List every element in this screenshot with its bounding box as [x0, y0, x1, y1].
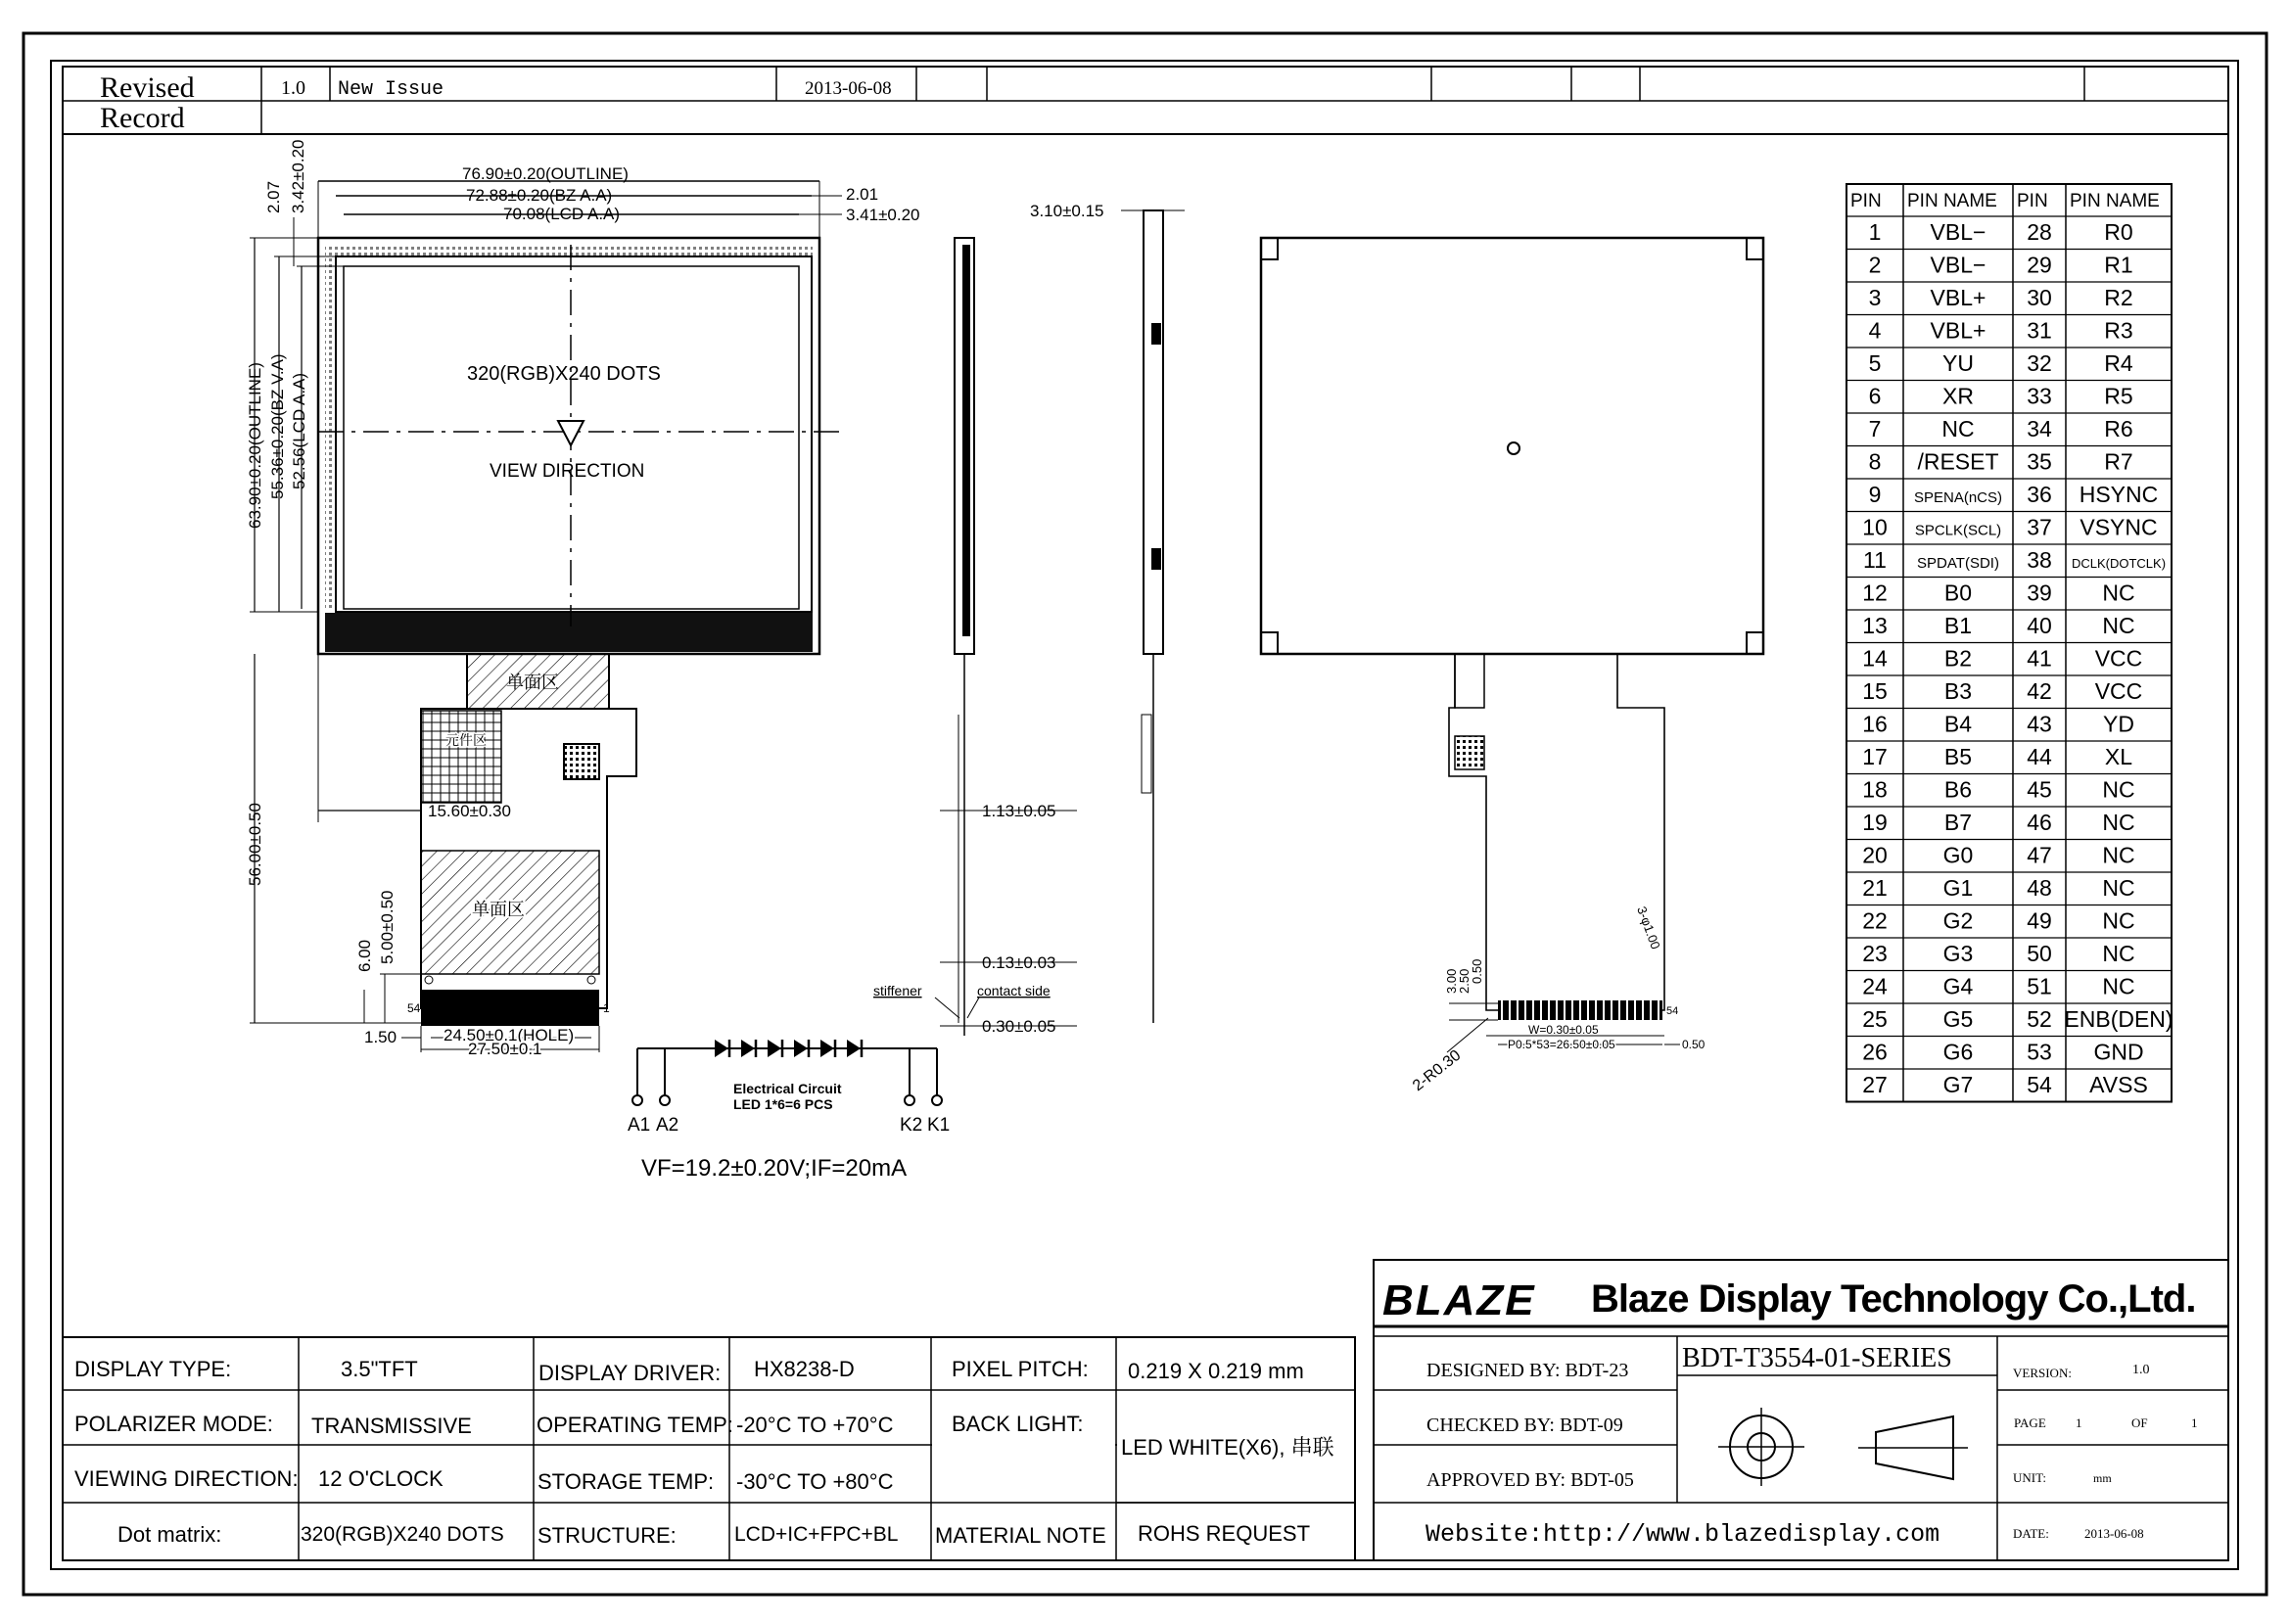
- pin-name-cell: SPDAT(SDI): [1917, 555, 1999, 573]
- pin-number-cell: 15: [1862, 678, 1888, 705]
- pin-name-cell: VCC: [2094, 678, 2143, 705]
- revision-description: New Issue: [338, 78, 444, 101]
- back-dim-holes: 3-φ1.00: [1634, 904, 1663, 951]
- pin-name-cell: G4: [1942, 973, 1974, 999]
- pin-name-cell: B3: [1943, 678, 1973, 705]
- pin-name-cell: VBL−: [1930, 252, 1986, 278]
- spec-op-temp: -20°C TO +70°C: [736, 1413, 894, 1437]
- pin-end-1: 1: [603, 1001, 610, 1015]
- led-circuit: [628, 1040, 950, 1182]
- revision-date: 2013-06-08: [805, 78, 892, 99]
- dim-1-50: 1.50: [364, 1028, 397, 1046]
- pin-number-cell: 20: [1862, 842, 1888, 868]
- pin-label-a1: A1: [628, 1115, 651, 1136]
- spec-table: [63, 1337, 1355, 1560]
- spec-storage-label: STORAGE TEMP:: [537, 1469, 715, 1494]
- pin-name-cell: B7: [1943, 810, 1973, 836]
- pin-name-cell: R3: [2104, 317, 2133, 344]
- pin-number-cell: 2: [1868, 252, 1882, 278]
- pin-table-header: PIN: [2017, 191, 2048, 211]
- dim-hole: 24.50±0.1(HOLE): [444, 1026, 575, 1044]
- dim-27-50: 27.50±0.1: [468, 1040, 542, 1058]
- revision-version: 1.0: [281, 77, 305, 99]
- pin-name-cell: G1: [1942, 875, 1974, 902]
- pin-name-cell: B2: [1943, 645, 1973, 672]
- dim-15-60: 15.60±0.30: [428, 802, 511, 820]
- pin-number-cell: 13: [1862, 613, 1888, 639]
- pin-number-cell: 5: [1868, 350, 1882, 377]
- pin-number-cell: 36: [2027, 482, 2052, 508]
- spec-display-type: 3.5"TFT: [341, 1357, 418, 1381]
- pin-name-cell: NC: [2102, 941, 2135, 967]
- pin-number-cell: 52: [2027, 1006, 2052, 1033]
- pin-number-cell: 44: [2027, 744, 2052, 770]
- pin-end-54: 54: [407, 1001, 421, 1015]
- spec-display-type-label: DISPLAY TYPE:: [74, 1357, 232, 1381]
- pin-number-cell: 29: [2027, 252, 2052, 278]
- pin-name-cell: SPENA(nCS): [1913, 489, 2003, 507]
- dim-3-42: 3.42±0.20: [289, 139, 307, 213]
- pin-name-cell: NC: [2102, 907, 2135, 934]
- pin-name-cell: ENB(DEN): [2064, 1006, 2173, 1033]
- website: Website:http://www.blazedisplay.com: [1425, 1520, 1940, 1549]
- pin-name-cell: R4: [2104, 350, 2133, 377]
- pin-name-cell: R5: [2104, 383, 2133, 409]
- page-label: PAGE: [2014, 1415, 2046, 1430]
- pin-name-cell: R7: [2104, 448, 2133, 475]
- spec-polarizer-label: POLARIZER MODE:: [74, 1412, 273, 1436]
- pin-number-cell: 3: [1868, 285, 1882, 311]
- pin-name-cell: NC: [2102, 810, 2135, 836]
- dim-5-00: 5.00±0.50: [378, 890, 397, 964]
- pin-number-cell: 35: [2027, 448, 2052, 475]
- unit-label: UNIT:: [2013, 1470, 2047, 1485]
- company-logo: BLAZE: [1382, 1276, 1536, 1324]
- pin-name-cell: B1: [1943, 613, 1973, 639]
- spec-pitch: 0.219 X 0.219 mm: [1128, 1359, 1304, 1383]
- pin-number-cell: 11: [1863, 547, 1887, 574]
- pin-number-cell: 23: [1862, 941, 1888, 967]
- spec-viewing-label: VIEWING DIRECTION:: [74, 1466, 299, 1491]
- designed-by: DESIGNED BY: BDT-23: [1426, 1360, 1629, 1381]
- view-direction-label: VIEW DIRECTION: [490, 461, 645, 482]
- pin-number-cell: 1: [1868, 219, 1882, 246]
- pin-table-header: PIN: [1850, 191, 1882, 211]
- unit-value: mm: [2093, 1471, 2112, 1485]
- dim-outline-width: 76.90±0.20(OUTLINE): [462, 164, 629, 183]
- pin-number-cell: 54: [2027, 1072, 2052, 1098]
- spec-polarizer: TRANSMISSIVE: [311, 1414, 472, 1438]
- back-dim-0-50: 0.50: [1682, 1038, 1706, 1051]
- pin-name-cell: G0: [1942, 842, 1974, 868]
- pin-number-cell: 31: [2027, 317, 2052, 344]
- ic-chip: [564, 744, 599, 779]
- pin-name-cell: VBL+: [1930, 285, 1986, 311]
- resolution-label: 320(RGB)X240 DOTS: [467, 363, 661, 385]
- label-stiffener: stiffener: [873, 983, 922, 998]
- bottom-black-band: [325, 613, 813, 652]
- dim-lcd-width: 70.08(LCD A.A): [503, 205, 621, 223]
- back-dim-2-50: 2.50: [1457, 968, 1472, 994]
- back-outline: [1261, 238, 1763, 654]
- projection-symbol: [1718, 1408, 1968, 1486]
- pin-name-cell: B5: [1943, 744, 1973, 770]
- dim-bz-width: 72.88±0.20(BZ A.A): [466, 186, 613, 205]
- pin-name-cell: G3: [1942, 941, 1974, 967]
- pin-number-cell: 25: [1862, 1006, 1888, 1033]
- pin-number-cell: 17: [1862, 744, 1888, 770]
- pin-label-a2: A2: [656, 1115, 679, 1136]
- pin-number-cell: 46: [2027, 810, 2052, 836]
- back-view: [1261, 238, 1763, 1094]
- pin-number-cell: 41: [2027, 645, 2052, 672]
- spec-viewing: 12 O'CLOCK: [318, 1466, 444, 1491]
- back-dim-3-00: 3.00: [1444, 968, 1459, 994]
- page-value: 1: [2076, 1415, 2082, 1430]
- date-label: DATE:: [2013, 1526, 2049, 1541]
- led-diode-row: [715, 1040, 729, 1057]
- pin-name-cell: NC: [2102, 776, 2135, 803]
- back-hole: [1508, 442, 1519, 454]
- spec-structure: LCD+IC+FPC+BL: [734, 1523, 899, 1546]
- dim-2-07: 2.07: [264, 180, 283, 213]
- pin-name-cell: NC: [2102, 842, 2135, 868]
- pin-number-cell: 21: [1862, 875, 1888, 902]
- pin-number-cell: 26: [1862, 1039, 1888, 1065]
- pin-name-cell: VBL−: [1930, 219, 1986, 246]
- pin-name-cell: SPCLK(SCL): [1914, 522, 2002, 539]
- drawing-number: BDT-T3554-01-SERIES: [1682, 1343, 1952, 1373]
- dim-thickness: 3.10±0.15: [1030, 202, 1104, 220]
- pin-name-cell: NC: [2102, 613, 2135, 639]
- pin-name-cell: YU: [1942, 350, 1974, 377]
- pin-name-cell: B6: [1943, 776, 1973, 803]
- company-name: Blaze Display Technology Co.,Ltd.: [1591, 1277, 2196, 1321]
- fpc-contact-pads: [421, 990, 599, 1026]
- spec-material-label: MATERIAL NOTE: [935, 1523, 1106, 1548]
- back-dim-pitch: P0.5*53=26.50±0.05: [1508, 1038, 1615, 1051]
- pin-table-header: PIN NAME: [2070, 191, 2160, 211]
- pin-number-cell: 34: [2027, 416, 2052, 442]
- pin-number-cell: 39: [2027, 580, 2052, 606]
- side-view: [873, 202, 1185, 1036]
- pin-number-cell: 12: [1862, 580, 1888, 606]
- pin-number-cell: 47: [2027, 842, 2052, 868]
- pin-name-cell: /RESET: [1917, 448, 1999, 475]
- back-dim-radius: 2-R0.30: [1409, 1046, 1465, 1095]
- dim-3-41: 3.41±0.20: [846, 206, 920, 224]
- pin-number-cell: 53: [2027, 1039, 2052, 1065]
- pin-number-cell: 43: [2027, 711, 2052, 737]
- pin-name-cell: YD: [2103, 711, 2134, 737]
- spec-matrix: 320(RGB)X240 DOTS: [301, 1523, 504, 1546]
- pin-number-cell: 16: [1862, 711, 1888, 737]
- approved-by: APPROVED BY: BDT-05: [1426, 1469, 1634, 1491]
- pin-number-cell: 10: [1862, 514, 1888, 540]
- date-value: 2013-06-08: [2084, 1526, 2144, 1541]
- pin-table-header: PIN NAME: [1907, 191, 1997, 211]
- pin-name-cell: XL: [2104, 744, 2133, 770]
- pin-name-cell: B0: [1943, 580, 1973, 606]
- spec-pitch-label: PIXEL PITCH:: [952, 1357, 1089, 1381]
- pin-name-cell: R0: [2104, 219, 2133, 246]
- circuit-title-1: Electrical Circuit: [733, 1081, 842, 1096]
- pin-name-cell: GND: [2093, 1039, 2144, 1065]
- dim-bz-height: 55.36±0.20(BZ V.A): [268, 353, 287, 499]
- pin-number-cell: 4: [1868, 317, 1882, 344]
- pin-number-cell: 6: [1868, 383, 1882, 409]
- pin-number-cell: 22: [1862, 907, 1888, 934]
- dim-6-00: 6.00: [355, 939, 374, 972]
- fpc-label-3: 单面区: [472, 900, 525, 919]
- pin-name-cell: NC: [2102, 580, 2135, 606]
- back-contact-pins: [1498, 1000, 1662, 1020]
- pin-number-cell: 30: [2027, 285, 2052, 311]
- pin-name-cell: R1: [2104, 252, 2133, 278]
- pin-number-cell: 38: [2027, 547, 2052, 574]
- pin-name-cell: HSYNC: [2079, 482, 2159, 508]
- spec-driver: HX8238-D: [754, 1357, 855, 1381]
- pin-number-cell: 27: [1862, 1072, 1888, 1098]
- version-value: 1.0: [2132, 1363, 2150, 1377]
- pin-number-cell: 37: [2027, 514, 2052, 540]
- fpc-label-1: 单面区: [506, 673, 559, 692]
- pin-number-cell: 50: [2027, 941, 2052, 967]
- pin-name-cell: G2: [1942, 907, 1974, 934]
- pin-name-cell: R2: [2104, 285, 2133, 311]
- pin-number-cell: 48: [2027, 875, 2052, 902]
- pin-name-cell: R6: [2104, 416, 2133, 442]
- front-view: [246, 139, 920, 1058]
- pin-number-cell: 14: [1862, 645, 1888, 672]
- dim-56-00: 56.00±0.50: [246, 803, 264, 886]
- pin-name-cell: VCC: [2094, 645, 2143, 672]
- spec-structure-label: STRUCTURE:: [537, 1523, 677, 1548]
- dim-1-13: 1.13±0.05: [982, 802, 1056, 820]
- version-label: VERSION:: [2013, 1366, 2072, 1380]
- of-label: OF: [2131, 1415, 2148, 1430]
- back-dim-0-50-v: 0.50: [1470, 958, 1484, 984]
- pin-name-cell: B4: [1943, 711, 1973, 737]
- pin-number-cell: 42: [2027, 678, 2052, 705]
- pin-name-cell: AVSS: [2089, 1072, 2148, 1098]
- pin-name-cell: G7: [1942, 1072, 1974, 1098]
- dim-0-30: 0.30±0.05: [982, 1017, 1056, 1036]
- back-dim-w: W=0.30±0.05: [1528, 1023, 1599, 1037]
- pin-number-cell: 18: [1862, 776, 1888, 803]
- pin-name-cell: NC: [2102, 973, 2135, 999]
- pin-number-cell: 32: [2027, 350, 2052, 377]
- revision-label-2: Record: [100, 102, 185, 134]
- component-area: [421, 711, 501, 803]
- spec-backlight: LED WHITE(X6), 串联: [1121, 1435, 1334, 1460]
- pin-name-cell: DCLK(DOTCLK): [2071, 556, 2167, 572]
- dim-0-13: 0.13±0.03: [982, 953, 1056, 972]
- checked-by: CHECKED BY: BDT-09: [1426, 1415, 1623, 1436]
- side-view-right: [1144, 210, 1163, 654]
- spec-op-temp-label: OPERATING TEMP:: [537, 1413, 733, 1437]
- spec-material: ROHS REQUEST: [1138, 1521, 1311, 1546]
- pin-label-k2: K2: [900, 1115, 923, 1136]
- label-contact-side: contact side: [977, 983, 1051, 998]
- spec-storage: -30°C TO +80°C: [736, 1469, 894, 1494]
- pin-number-cell: 49: [2027, 907, 2052, 934]
- pin-name-cell: VBL+: [1930, 317, 1986, 344]
- revision-record: [63, 67, 2228, 134]
- pin-name-cell: G6: [1942, 1039, 1974, 1065]
- spec-backlight-label: BACK LIGHT:: [952, 1412, 1084, 1436]
- pin-number-cell: 19: [1862, 810, 1888, 836]
- pin-name-cell: G5: [1942, 1006, 1974, 1033]
- circuit-title-2: LED 1*6=6 PCS: [733, 1096, 833, 1112]
- pin-number-cell: 28: [2027, 219, 2052, 246]
- dim-outline-height: 63.90±0.20(OUTLINE): [246, 362, 264, 529]
- fpc-label-2: 元件区: [445, 732, 487, 748]
- pin-table: [1846, 184, 2173, 1102]
- pin-number-cell: 33: [2027, 383, 2052, 409]
- spec-driver-label: DISPLAY DRIVER:: [538, 1361, 722, 1385]
- pin-name-cell: VSYNC: [2080, 514, 2158, 540]
- pin-number-cell: 7: [1868, 416, 1882, 442]
- spec-matrix-label: Dot matrix:: [117, 1522, 222, 1547]
- pin-number-cell: 51: [2027, 973, 2052, 999]
- pin-number-cell: 40: [2027, 613, 2052, 639]
- pin-name-cell: XR: [1942, 383, 1974, 409]
- pin-number-cell: 45: [2027, 776, 2052, 803]
- pin-label-k1: K1: [927, 1115, 951, 1136]
- pin-name-cell: NC: [1941, 416, 1975, 442]
- dim-2-01: 2.01: [846, 185, 879, 204]
- back-pin-54: 54: [1666, 1005, 1679, 1017]
- pin-name-cell: NC: [2102, 875, 2135, 902]
- pin-number-cell: 9: [1868, 482, 1882, 508]
- title-block: [1374, 1260, 2228, 1560]
- revision-label-1: Revised: [100, 71, 195, 104]
- pin-number-cell: 24: [1862, 973, 1888, 999]
- pin-number-cell: 8: [1868, 448, 1882, 475]
- of-value: 1: [2191, 1415, 2198, 1430]
- led-rating: VF=19.2±0.20V;IF=20mA: [641, 1155, 908, 1182]
- dim-lcd-height: 52.56(LCD A.A): [290, 372, 308, 489]
